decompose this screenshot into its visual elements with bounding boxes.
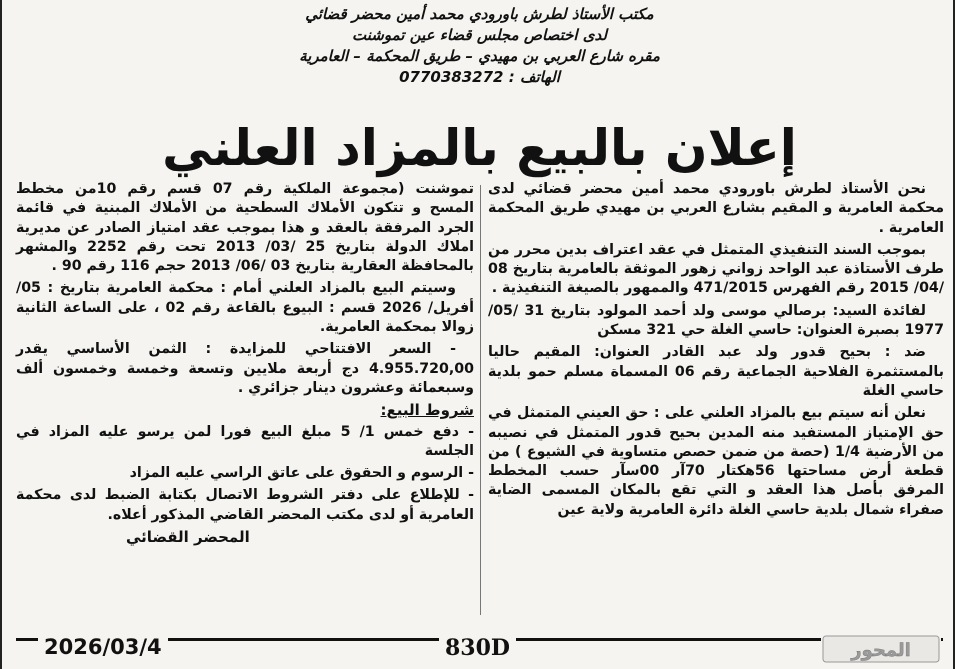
conditions-heading: شروط البيع:	[380, 401, 474, 420]
paragraph-opening-price: - السعر الافتتاحي للمزايدة : الثمن الأساسي يقدر 4.955.720,00 دج أربعة ملايين وتسعة وخمسة وخمسون ألف وسبعمائة وعشرون دينار جزائري .	[16, 341, 474, 396]
header-phone: الهاتف : 0770383272	[399, 68, 560, 86]
paragraph-enforcement-title: بموجب السند التنفيذي المتمثل في عقد اعتراف بدين محرر من طرف الأستاذة عبد الواحد زواني زهور الموثقة بالعامرية بتاريخ 08 /04/ 2015 رقم الفهرس 471/2015 والممهور بالصيغة التنفيذية .	[488, 241, 944, 297]
newspaper-logo-icon	[821, 632, 941, 666]
header-office-name: مكتب الأستاذ لطرش باورودي محمد أمين محضر قضائي	[305, 5, 654, 23]
header-jurisdiction: لدى اختصاص مجلس قضاء عين تموشنت	[352, 26, 607, 44]
bailiff-office-header	[2, 4, 955, 88]
signature-bailiff: المحضر القضائي	[126, 528, 250, 547]
announcement-title: إعلان بالبيع بالمزاد العلني	[162, 119, 797, 177]
header-address: مقره شارع العربي بن مهيدي – طريق المحكمة – العامرية	[299, 47, 660, 65]
column-divider	[480, 185, 481, 615]
condition-specifications: - للإطلاع على دفتر الشروط الاتصال بكتابة الضبط لدى محكمة العامرية أو لدى مكتب المحضر القاضي المذكور أعلاه.	[16, 487, 474, 523]
newspaper-logo	[821, 632, 941, 666]
footer-ad-code: 830D	[439, 634, 516, 662]
left-text-column	[16, 180, 474, 547]
paragraph-sale-object: نعلن أنه سيتم بيع بالمزاد العلني على : حق العيني المتمثل في حق الإمتياز المستفيد منه المدين بحيح قدور المتمثل في نصيبه من الأرضية 1/4 (حصة من ضمن حصص متساوية في الشيوع ) من قطعة أرض مساحتها 56هكتار 70آر 00سآر حسب المخطط المرفق بأصل هذا العقد و التي تقع بالمكان المسمى الضاية صفراء شمال بلدية حاسي الغلة دائرة العامرية ولاية عين	[488, 405, 944, 518]
right-text-column	[488, 180, 944, 523]
paragraph-beneficiary: لفائدة السيد: برصالي موسى ولد أحمد المولود بتاريخ 31 /05/ 1977 بصبرة العنوان: حاسي الغلة حي 321 مسكن	[488, 302, 944, 339]
paragraph-debtor: ضد : بحيح قدور ولد عبد القادر العنوان: المقيم حاليا بالمستثمرة الفلاحية الجماعية رقم 06 المسماة مسلم حمو بلدية حاسي الغلة	[488, 344, 945, 399]
condition-payment: - دفع خمس 1/ 5 مبلغ البيع فورا لمن يرسو عليه المزاد في الجلسة	[16, 423, 474, 459]
paragraph-bailiff-intro: نحن الأستاذ لطرش باورودي محمد أمين محضر قضائي لدى محكمة العامرية و المقيم بشارع العربي بن مهيدي طريق المحكمة العامرية .	[488, 181, 944, 236]
newspaper-logo-text: المحور	[851, 640, 911, 661]
paragraph-property-details: تموشنت (مجموعة الملكية رقم 07 قسم رقم 10من مخطط المسح و تتكون الأملاك السطحية من الأملاك المبنية في قائمة الجرد المرفقة بالعقد و هذا بموجب عقد امتياز الصادر عن مديرية املاك الدولة بتاريخ 25 /03/ 2013 تحت رقم 2252 والمشهر بالمحافظة العقارية بتاريخ 03 /06/ 2013 حجم 116 رقم 90 .	[16, 181, 475, 275]
condition-fees: - الرسوم و الحقوق على عاتق الراسي عليه المزاد	[129, 465, 474, 482]
page-footer	[2, 630, 955, 669]
paragraph-sale-date: وسيتم البيع بالمزاد العلني أمام : محكمة العامرية بتاريخ : 05/أفريل/ 2026 قسم : البيوع بالقاعة رقم 02 ، على الساعة الثانية زوالا بمحكمة العامرية.	[16, 280, 474, 336]
footer-date: 2026/03/4	[38, 634, 168, 660]
